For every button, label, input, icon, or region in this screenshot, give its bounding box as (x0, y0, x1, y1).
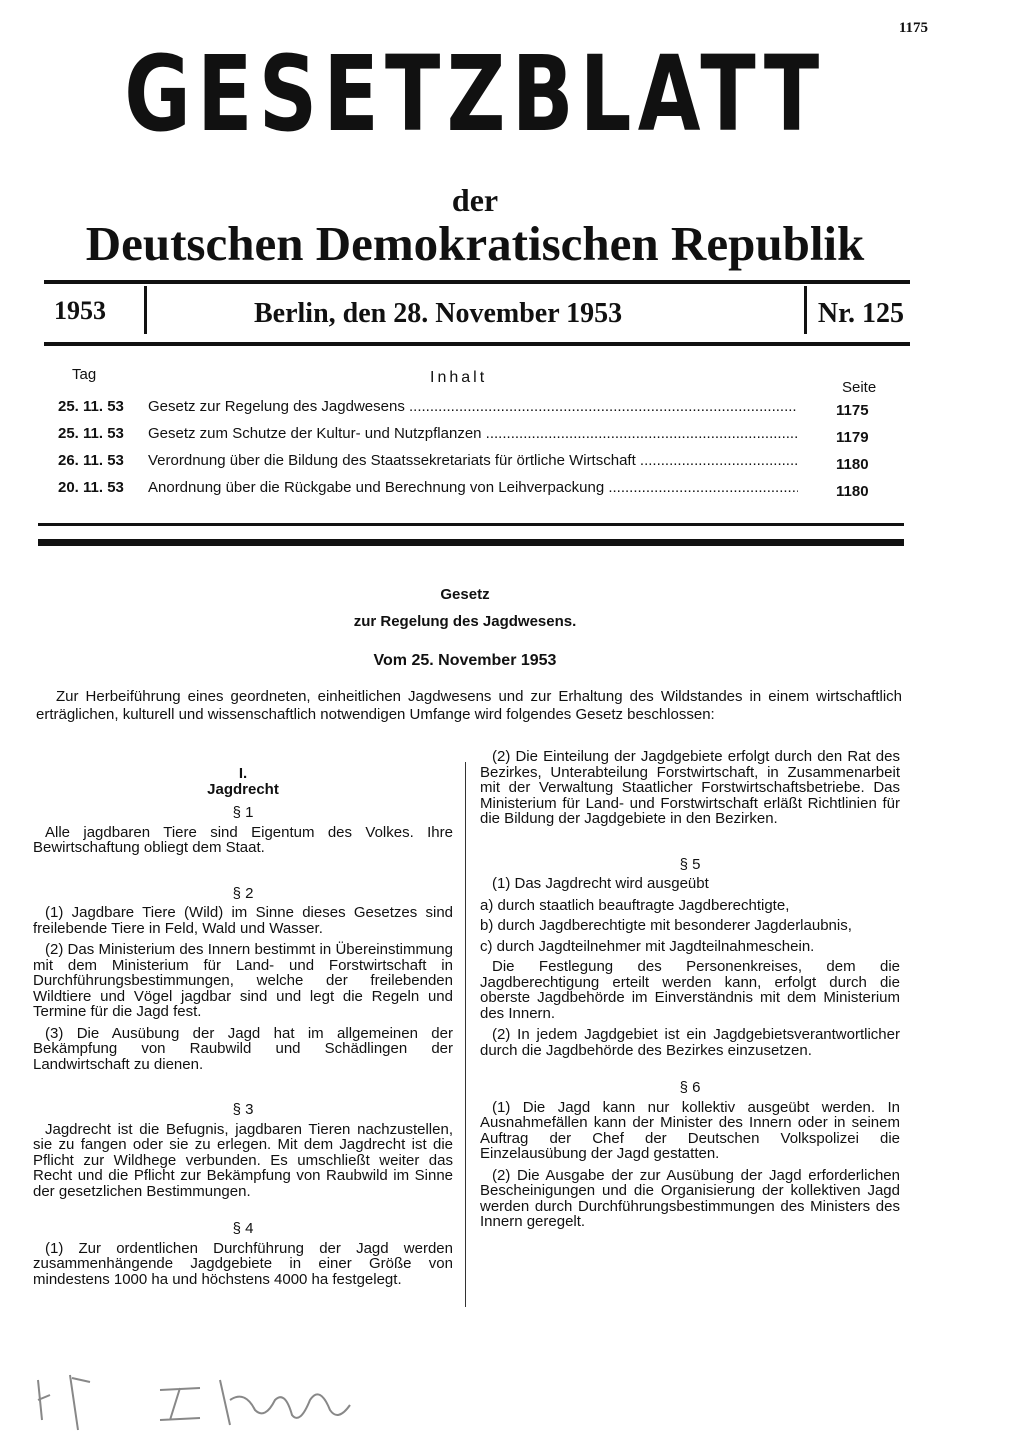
masthead-republic: Deutschen Demokratischen Republik (85, 216, 865, 271)
paragraph: (1) Zur ordentlichen Durchführung der Jagd werden zusammenhängende Jagdgebiete in einer Größe von mindestens 1000 ha und höchstens 4000 ha festgelegt. (33, 1239, 453, 1288)
toc-row-date: 25. 11. 53 (58, 398, 124, 415)
toc-row-page: 1179 (836, 429, 869, 446)
toc-rule-thick (38, 539, 904, 546)
handwritten-marginalia (30, 1360, 370, 1440)
paragraph: (2) In jedem Jagdgebiet ist ein Jagdgebietsverantwortlicher durch die Jagdbehörde des Bezirkes einzusetzen. (480, 1026, 900, 1059)
right-column (480, 749, 900, 1236)
toc-row (58, 425, 888, 451)
toc-row-page: 1180 (836, 456, 869, 473)
paragraph: (2) Das Ministerium des Innern bestimmt in Übereinstimmung mit dem Ministerium für Land- und Forstwirtschaft in Durchführungsbestimmungen, welche der freilebenden Wildtiere und Vögel jagdbar sind und legt die Regeln und Termine für die Jagd fest. (33, 941, 453, 1020)
header-rule-top (44, 280, 910, 284)
header-rule-bottom (44, 342, 910, 346)
paragraph: Die Festlegung des Personenkreises, dem die Jagdberechtigung erteilt werden kann, erfolgt durch die oberste Jagdbehörde im Einverständnis mit dem Ministerium des Innern. (480, 958, 900, 1022)
toc-row-date: 26. 11. 53 (58, 452, 124, 469)
law-preamble: Zur Herbeiführung eines geordneten, einheitlichen Jagdwesens und zur Erhaltung des Wildstandes in einem wirtschaftlich erträglichen, kulturell und wissenschaftlich notwendigen Umfange wird folgendes Gesetz beschlossen: (36, 688, 902, 723)
issue-divider-left (144, 286, 147, 334)
section-heading: § 3 (232, 1101, 254, 1118)
paragraph: (1) Die Jagd kann nur kollektiv ausgeübt werden. In Ausnahmefällen kann der Minister des Innern oder in seinem Auftrag der Chef der Deutschen Volkspolizei die Einzelausübung der Jagd gestatten. (480, 1098, 900, 1162)
paragraph: (2) Die Ausgabe der zur Ausübung der Jagd erforderlichen Bescheinigungen und die Organisierung der kollektiven Jagd werden durch Durchführungsbestimmungen des Ministers des Innern geregelt. (480, 1166, 900, 1230)
issue-date: Berlin, den 28. November 1953 (254, 298, 623, 329)
paragraph: (3) Die Ausübung der Jagd hat im allgemeinen der Bekämpfung von Raubwild und Schädlingen der Landwirtschaft zu dienen. (33, 1024, 453, 1073)
section-heading: § 2 (232, 884, 254, 902)
law-subtitle: zur Regelung des Jagdwesens. (353, 613, 577, 630)
law-title: Gesetz (440, 586, 490, 603)
toc-row-title: Gesetz zum Schutze der Kultur- und Nutzpflanzen ..... (148, 425, 798, 442)
masthead-der: der (451, 182, 499, 218)
section-heading: § 5 (679, 855, 701, 873)
left-column (33, 766, 453, 1293)
paragraph: Alle jagdbaren Tiere sind Eigentum des Volkes. Ihre Bewirtschaftung obliegt dem Staat. (33, 823, 453, 856)
paragraph: (1) Jagdbare Tiere (Wild) im Sinne dieses Gesetzes sind freilebende Tiere in Feld, Wald und Wasser. (33, 904, 453, 937)
toc-row-page: 1175 (836, 402, 869, 419)
issue-year: 1953 (54, 296, 106, 325)
paragraph: (1) Das Jagdrecht wird ausgeübt (492, 875, 709, 892)
list-item: c) durch Jagdteilnehmer mit Jagdteilnahmeschein. (480, 937, 815, 955)
issue-bar (44, 286, 910, 338)
masthead-title: GESETZBLATT (124, 33, 826, 155)
toc-row (58, 479, 888, 505)
toc-heading: Inhalt (430, 369, 488, 386)
toc-row-title: Anordnung über die Rückgabe und Berechnung von Leihverpackung ..... (148, 479, 798, 496)
toc-row-title: Gesetz zur Regelung des Jagdwesens ..... (148, 398, 798, 415)
list-item: a) durch staatlich beauftragte Jagdberechtigte, (480, 896, 790, 914)
section-heading: § 1 (232, 804, 254, 821)
section-heading: § 6 (679, 1079, 701, 1096)
page-number: 1175 (898, 20, 928, 36)
toc-row-date: 20. 11. 53 (58, 479, 124, 496)
toc-row-page: 1180 (836, 483, 869, 500)
toc-row-title: Verordnung über die Bildung des Staatssekretariats für örtliche Wirtschaft ..... (148, 452, 798, 469)
column-divider (465, 762, 466, 1307)
toc-column-day: Tag (72, 366, 97, 383)
toc-rule-thin (38, 523, 904, 526)
toc-row-date: 25. 11. 53 (58, 425, 124, 442)
list-item: b) durch Jagdberechtigte mit besonderer Jagderlaubnis, (480, 917, 852, 934)
toc-column-page: Seite (842, 379, 877, 396)
toc-row (58, 398, 888, 424)
chapter-title: Jagdrecht (207, 780, 279, 798)
issue-divider-right (804, 286, 807, 334)
toc-row (58, 452, 888, 478)
issue-number: Nr. 125 (817, 298, 904, 329)
section-heading: § 4 (232, 1220, 254, 1237)
law-date: Vom 25. November 1953 (373, 652, 557, 669)
paragraph: (2) Die Einteilung der Jagdgebiete erfolgt durch den Rat des Bezirkes, Unterabteilung Forstwirtschaft, in Zusammenarbeit mit der Verwaltung Staatlicher Forstwirtschaftsbetriebe. Das Ministerium für Land- und Forstwirtschaft erläßt Richtlinien für die Bildung der Jagdgebiete in den Bezirken. (480, 748, 900, 827)
chapter-number: I. (238, 765, 248, 782)
paragraph: Jagdrecht ist die Befugnis, jagdbaren Tieren nachzustellen, sie zu fangen oder sie zu erlegen. Mit dem Jagdrecht ist die Pflicht zur Wildhege verbunden. Es umschließt weiter das Recht und die Pflicht zur Bekämpfung von Raubwild im Sinne der gesetzlichen Bestimmungen. (33, 1120, 453, 1200)
